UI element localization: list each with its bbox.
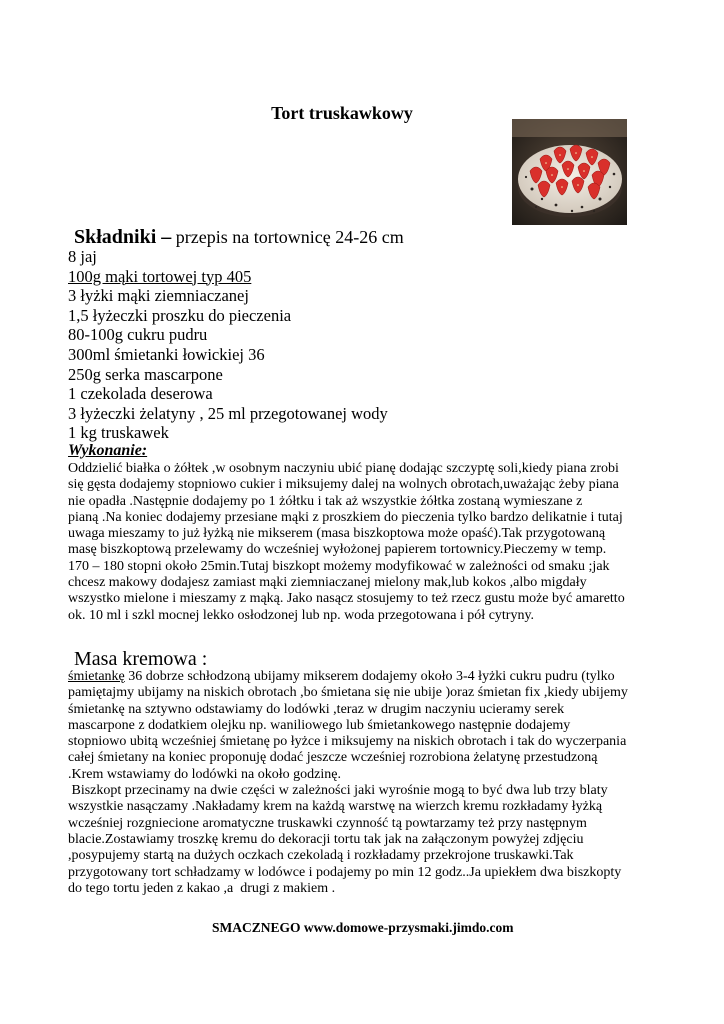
cream-line: wszystkie nasączamy .Nakładamy krem na każdą warstwę na wierzch kremu rozkładamy łyżką (68, 799, 603, 815)
cream-first-word: śmietankę (68, 669, 125, 684)
preparation-line: uwaga mieszamy to już łyżką nie mikserem (masa biszkoptowa może opaść).Tak przygotowaną (68, 526, 606, 542)
cream-line-first (68, 669, 628, 685)
ingredient-item: 1 czekolada deserowa (68, 384, 213, 404)
ingredients-heading (74, 226, 404, 249)
cream-line: mascarpone z dodatkiem olejku np. waniliowego lub śmietankowego następnie dodajemy (68, 717, 571, 733)
cream-line: stopniowo ubitą wcześniej śmietanę po łyżce i miksujemy na niskich obrotach i tak do wyczerpania (68, 734, 627, 750)
ingredient-item: 1,5 łyżeczki proszku do pieczenia (68, 305, 292, 325)
ingredients-title: Składniki – (74, 226, 172, 248)
cream-line: ,posypujemy startą na dużych oczkach czekoladą i rozkładamy przekrojone truskawki.Tak (68, 848, 574, 864)
cream-line: przygotowany tort schładzamy w lodówce i podajemy po min 12 godz..Ja upiekłem dwa biszkopty (68, 864, 622, 880)
cream-line: całej śmietany na koniec proponuję dodać jeszcze wcześniej rozrobiona żelatynę przestudzoną (68, 750, 598, 766)
footer-signature: SMACZNEGO www.domowe-przysmaki.jimdo.com (212, 920, 514, 935)
cream-line: blacie.Zostawiamy troszkę kremu do dekoracji tortu tak jak na załączonym powyżej zdjęciu (68, 831, 584, 847)
cream-line: Biszkopt przecinamy na dwie części w zależności jaki wyrośnie mogą to być dwa lub trzy blaty (68, 783, 608, 799)
ingredient-item: 8 jaj (68, 247, 97, 266)
cake-photo (512, 119, 627, 225)
preparation-text (68, 461, 625, 624)
ingredient-item: 80-100g cukru pudru (68, 325, 208, 345)
preparation-line: nie opadła .Następnie dodajemy po 1 żółtku i tak aż wszystkie żółtka zostaną wymieszane z (68, 493, 583, 509)
cream-heading: Masa kremowa : (74, 648, 208, 670)
cream-line: .Krem wstawiamy do lodówki na około godzinę. (68, 766, 341, 782)
ingredient-item: 1 kg truskawek (68, 423, 169, 443)
ingredients-list (68, 247, 388, 443)
ingredient-item: 3 łyżki mąki ziemniaczanej (68, 286, 249, 306)
preparation-line: wszystko mielone i mieszamy z mąką. Jako nasącz stosujemy to też rzecz gustu może być amaretto (68, 591, 625, 607)
cream-first-line-rest: 36 dobrze schłodzoną ubijamy mikserem dodajemy około 3-4 łyżki cukru pudru (tylko (124, 669, 615, 684)
preparation-line: Oddzielić białka o żółtek ,w osobnym naczyniu ubić pianę dodając szczyptę soli,kiedy piana zrobi (68, 461, 619, 476)
ingredient-item: 3 łyżeczki żelatyny , 25 ml przegotowanej wody (68, 403, 388, 423)
ingredient-item: 250g serka mascarpone (68, 364, 223, 384)
preparation-line: ok. 10 ml i szkl mocnej lekko osłodzonej lub np. woda przegotowana i pół cytryny. (68, 607, 535, 623)
recipe-title: Tort truskawkowy (271, 103, 413, 123)
ingredient-item: 100g mąki tortowej typ 405 (68, 266, 252, 286)
cream-line: wcześniej rozgniecione aromatyczne truskawki czynność tą powtarzamy też przy następnym (68, 815, 587, 831)
ingredients-subtitle: przepis na tortownicę 24-26 cm (175, 227, 404, 247)
preparation-line: pianą .Na koniec dodajemy przesiane mąki z proszkiem do pieczenia tylko bardzo delikatnie i tutaj (68, 509, 623, 525)
cream-line: pamiętajmy ubijamy na niskich obrotach ,bo śmietana się nie ubije )oraz śmietan fix ,kiedy ubijemy (68, 685, 628, 701)
preparation-line: masę biszkoptową przelewamy do wcześniej wyłożonej papierem tortownicy.Pieczemy w temp. (68, 542, 607, 558)
preparation-heading: Wykonanie: (68, 442, 148, 459)
preparation-line: się gęsta dodajemy stopniowo cukier i miksujemy dalej na wolnych obrotach,uważając żeby piana (68, 477, 619, 493)
cream-text (68, 669, 628, 897)
cream-line: śmietankę na sztywno odstawiamy do lodówki ,teraz w drugim naczyniu ucieramy serek (68, 701, 565, 717)
preparation-line: chcesz makowy dodajesz zamiast mąki ziemniaczanej mielony mak,lub kokos ,albo migdały (68, 575, 587, 591)
strawberry-cake-image (512, 119, 627, 225)
preparation-line: 170 – 180 stopni około 25min.Tutaj biszkopt możemy modyfikować w zależności od smaku ;jak (68, 558, 610, 574)
ingredient-item: 300ml śmietanki łowickiej 36 (68, 344, 265, 364)
cream-line: do tego tortu jeden z kakao ,a drugi z makiem . (68, 880, 336, 896)
